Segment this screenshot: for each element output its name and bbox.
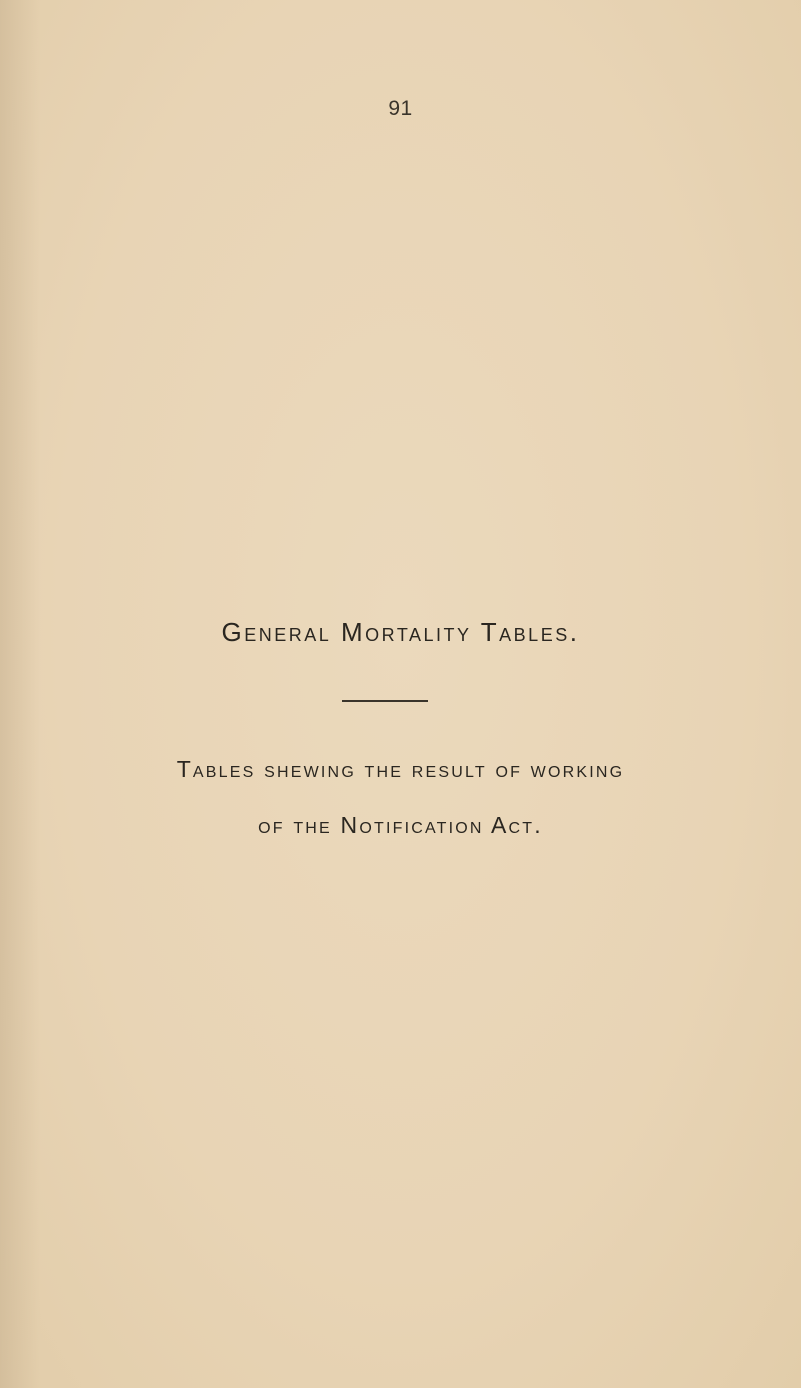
section-heading: General Mortality Tables. <box>221 617 580 647</box>
divider-rule <box>342 700 428 702</box>
page-edge-shadow <box>0 0 40 1388</box>
page-number: 91 <box>388 97 413 120</box>
subheading-line-1: Tables shewing the result of working <box>176 756 625 782</box>
subheading-line-2: of the Notification Act. <box>258 812 543 838</box>
